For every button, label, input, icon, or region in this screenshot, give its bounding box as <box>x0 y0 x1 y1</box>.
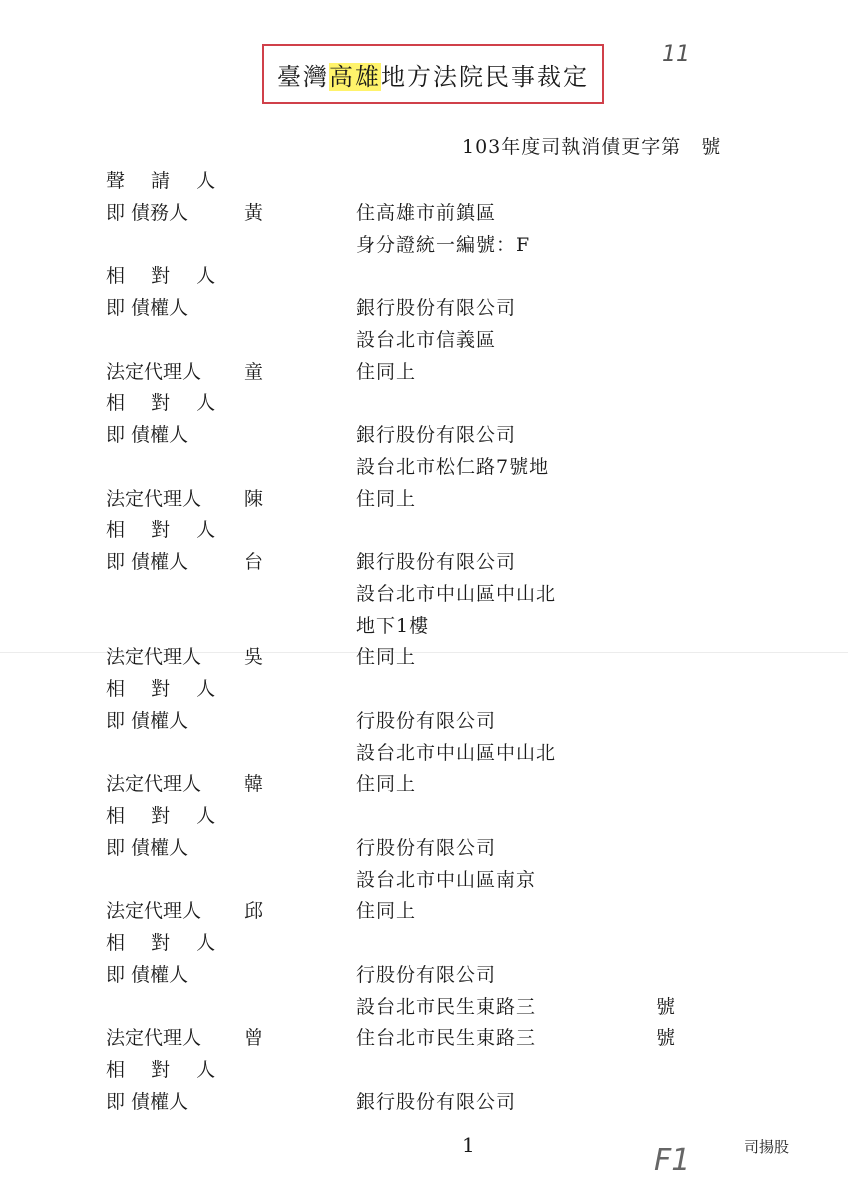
party-name: 吳 <box>244 646 264 668</box>
document-title <box>277 57 589 92</box>
party-role: 即 債權人 <box>106 710 189 732</box>
party-role: 相 對 人 <box>106 805 220 827</box>
party-name: 童 <box>244 361 264 383</box>
party-role: 聲 請 人 <box>106 170 220 192</box>
party-role: 相 對 人 <box>106 932 220 954</box>
party-name: 韓 <box>244 773 264 795</box>
section-label: 司揚股 <box>744 1138 790 1156</box>
party-info: 設台北市中山區中山北 <box>356 583 557 605</box>
party-info: 銀行股份有限公司 <box>356 551 517 573</box>
party-name: 台 <box>244 551 264 573</box>
party-role: 即 債權人 <box>106 1091 189 1113</box>
party-info: 行股份有限公司 <box>356 964 497 986</box>
title-box <box>262 44 604 104</box>
party-info: 設台北市民生東路三 號 <box>356 996 677 1018</box>
party-role: 相 對 人 <box>106 1059 220 1081</box>
handwritten-stamp: F1 <box>654 1143 691 1178</box>
party-role: 相 對 人 <box>106 265 220 287</box>
party-role: 相 對 人 <box>106 519 220 541</box>
case-number: 103年度司執消債更字第 號 <box>462 136 722 158</box>
party-info: 銀行股份有限公司 <box>356 297 517 319</box>
party-role: 法定代理人 <box>106 773 202 795</box>
title-part-1: 臺灣 <box>277 62 329 91</box>
party-info: 設台北市中山區中山北 <box>356 742 557 764</box>
party-name: 陳 <box>244 488 264 510</box>
party-name: 邱 <box>244 900 264 922</box>
party-role: 相 對 人 <box>106 678 220 700</box>
title-part-2: 地方法院民事裁定 <box>381 62 589 91</box>
party-info: 住高雄市前鎮區 <box>356 202 497 224</box>
party-role: 法定代理人 <box>106 361 202 383</box>
party-role: 即 債權人 <box>106 964 189 986</box>
party-info: 身分證統一編號：F <box>356 234 531 256</box>
party-info: 銀行股份有限公司 <box>356 424 517 446</box>
party-info: 住同上 <box>356 488 417 510</box>
party-info: 住同上 <box>356 361 417 383</box>
party-role: 法定代理人 <box>106 488 202 510</box>
party-role: 即 債權人 <box>106 424 189 446</box>
party-info: 行股份有限公司 <box>356 710 497 732</box>
party-info: 住同上 <box>356 900 417 922</box>
party-info: 地下1樓 <box>356 615 430 637</box>
title-highlight: 高雄 <box>329 62 381 91</box>
party-role: 法定代理人 <box>106 646 202 668</box>
party-role: 法定代理人 <box>106 1027 202 1049</box>
party-info: 銀行股份有限公司 <box>356 1091 517 1113</box>
party-name: 黃 <box>244 202 264 224</box>
party-info: 住台北市民生東路三 號 <box>356 1027 677 1049</box>
corner-handwritten-mark: 11 <box>662 42 690 67</box>
page-number: 1 <box>462 1133 475 1157</box>
party-info: 行股份有限公司 <box>356 837 497 859</box>
party-role: 即 債務人 <box>106 202 189 224</box>
party-role: 即 債權人 <box>106 551 189 573</box>
party-info: 住同上 <box>356 773 417 795</box>
party-role: 相 對 人 <box>106 392 220 414</box>
party-info: 住同上 <box>356 646 417 668</box>
party-info: 設台北市信義區 <box>356 329 497 351</box>
party-role: 即 債權人 <box>106 837 189 859</box>
party-role: 法定代理人 <box>106 900 202 922</box>
party-name: 曾 <box>244 1027 264 1049</box>
party-role: 即 債權人 <box>106 297 189 319</box>
party-info: 設台北市松仁路7號地 <box>356 456 550 478</box>
party-info: 設台北市中山區南京 <box>356 869 537 891</box>
